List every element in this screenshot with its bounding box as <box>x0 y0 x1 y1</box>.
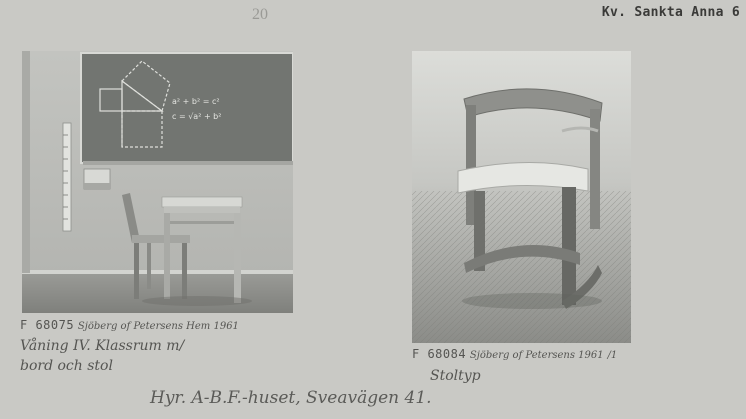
footer-note: Hyr. A-B.F.-huset, Sveavägen 41. <box>150 388 432 408</box>
archive-header: Kv. Sankta Anna 6 <box>601 5 740 20</box>
photographer-right: Sjöberg of Petersens 1961 <box>469 350 604 361</box>
caption-right-suffix: /1 <box>607 350 618 361</box>
caption-right-line2: Stoltyp <box>430 368 481 384</box>
wall-scale <box>63 123 71 231</box>
caption-left-line2: Våning IV. Klassrum m/ <box>20 338 185 354</box>
photo-code-left: F 68075 <box>20 318 75 332</box>
formula-1: a² + b² = c² <box>172 97 220 106</box>
caption-right-line1 <box>412 347 617 361</box>
photographer-left: Sjöberg of Petersens Hem 1961 <box>77 321 239 332</box>
photo-code-right: F 68084 <box>412 347 467 361</box>
caption-left-line1 <box>20 318 239 332</box>
classroom-scene <box>22 51 293 313</box>
page-number: 20 <box>252 6 268 23</box>
blackboard <box>81 53 293 165</box>
chair-photo <box>412 51 631 343</box>
chair-scene <box>412 51 631 343</box>
classroom-photo <box>22 51 293 313</box>
caption-left-line3: bord och stol <box>20 358 113 374</box>
formula-2: c = √a² + b² <box>172 112 222 121</box>
